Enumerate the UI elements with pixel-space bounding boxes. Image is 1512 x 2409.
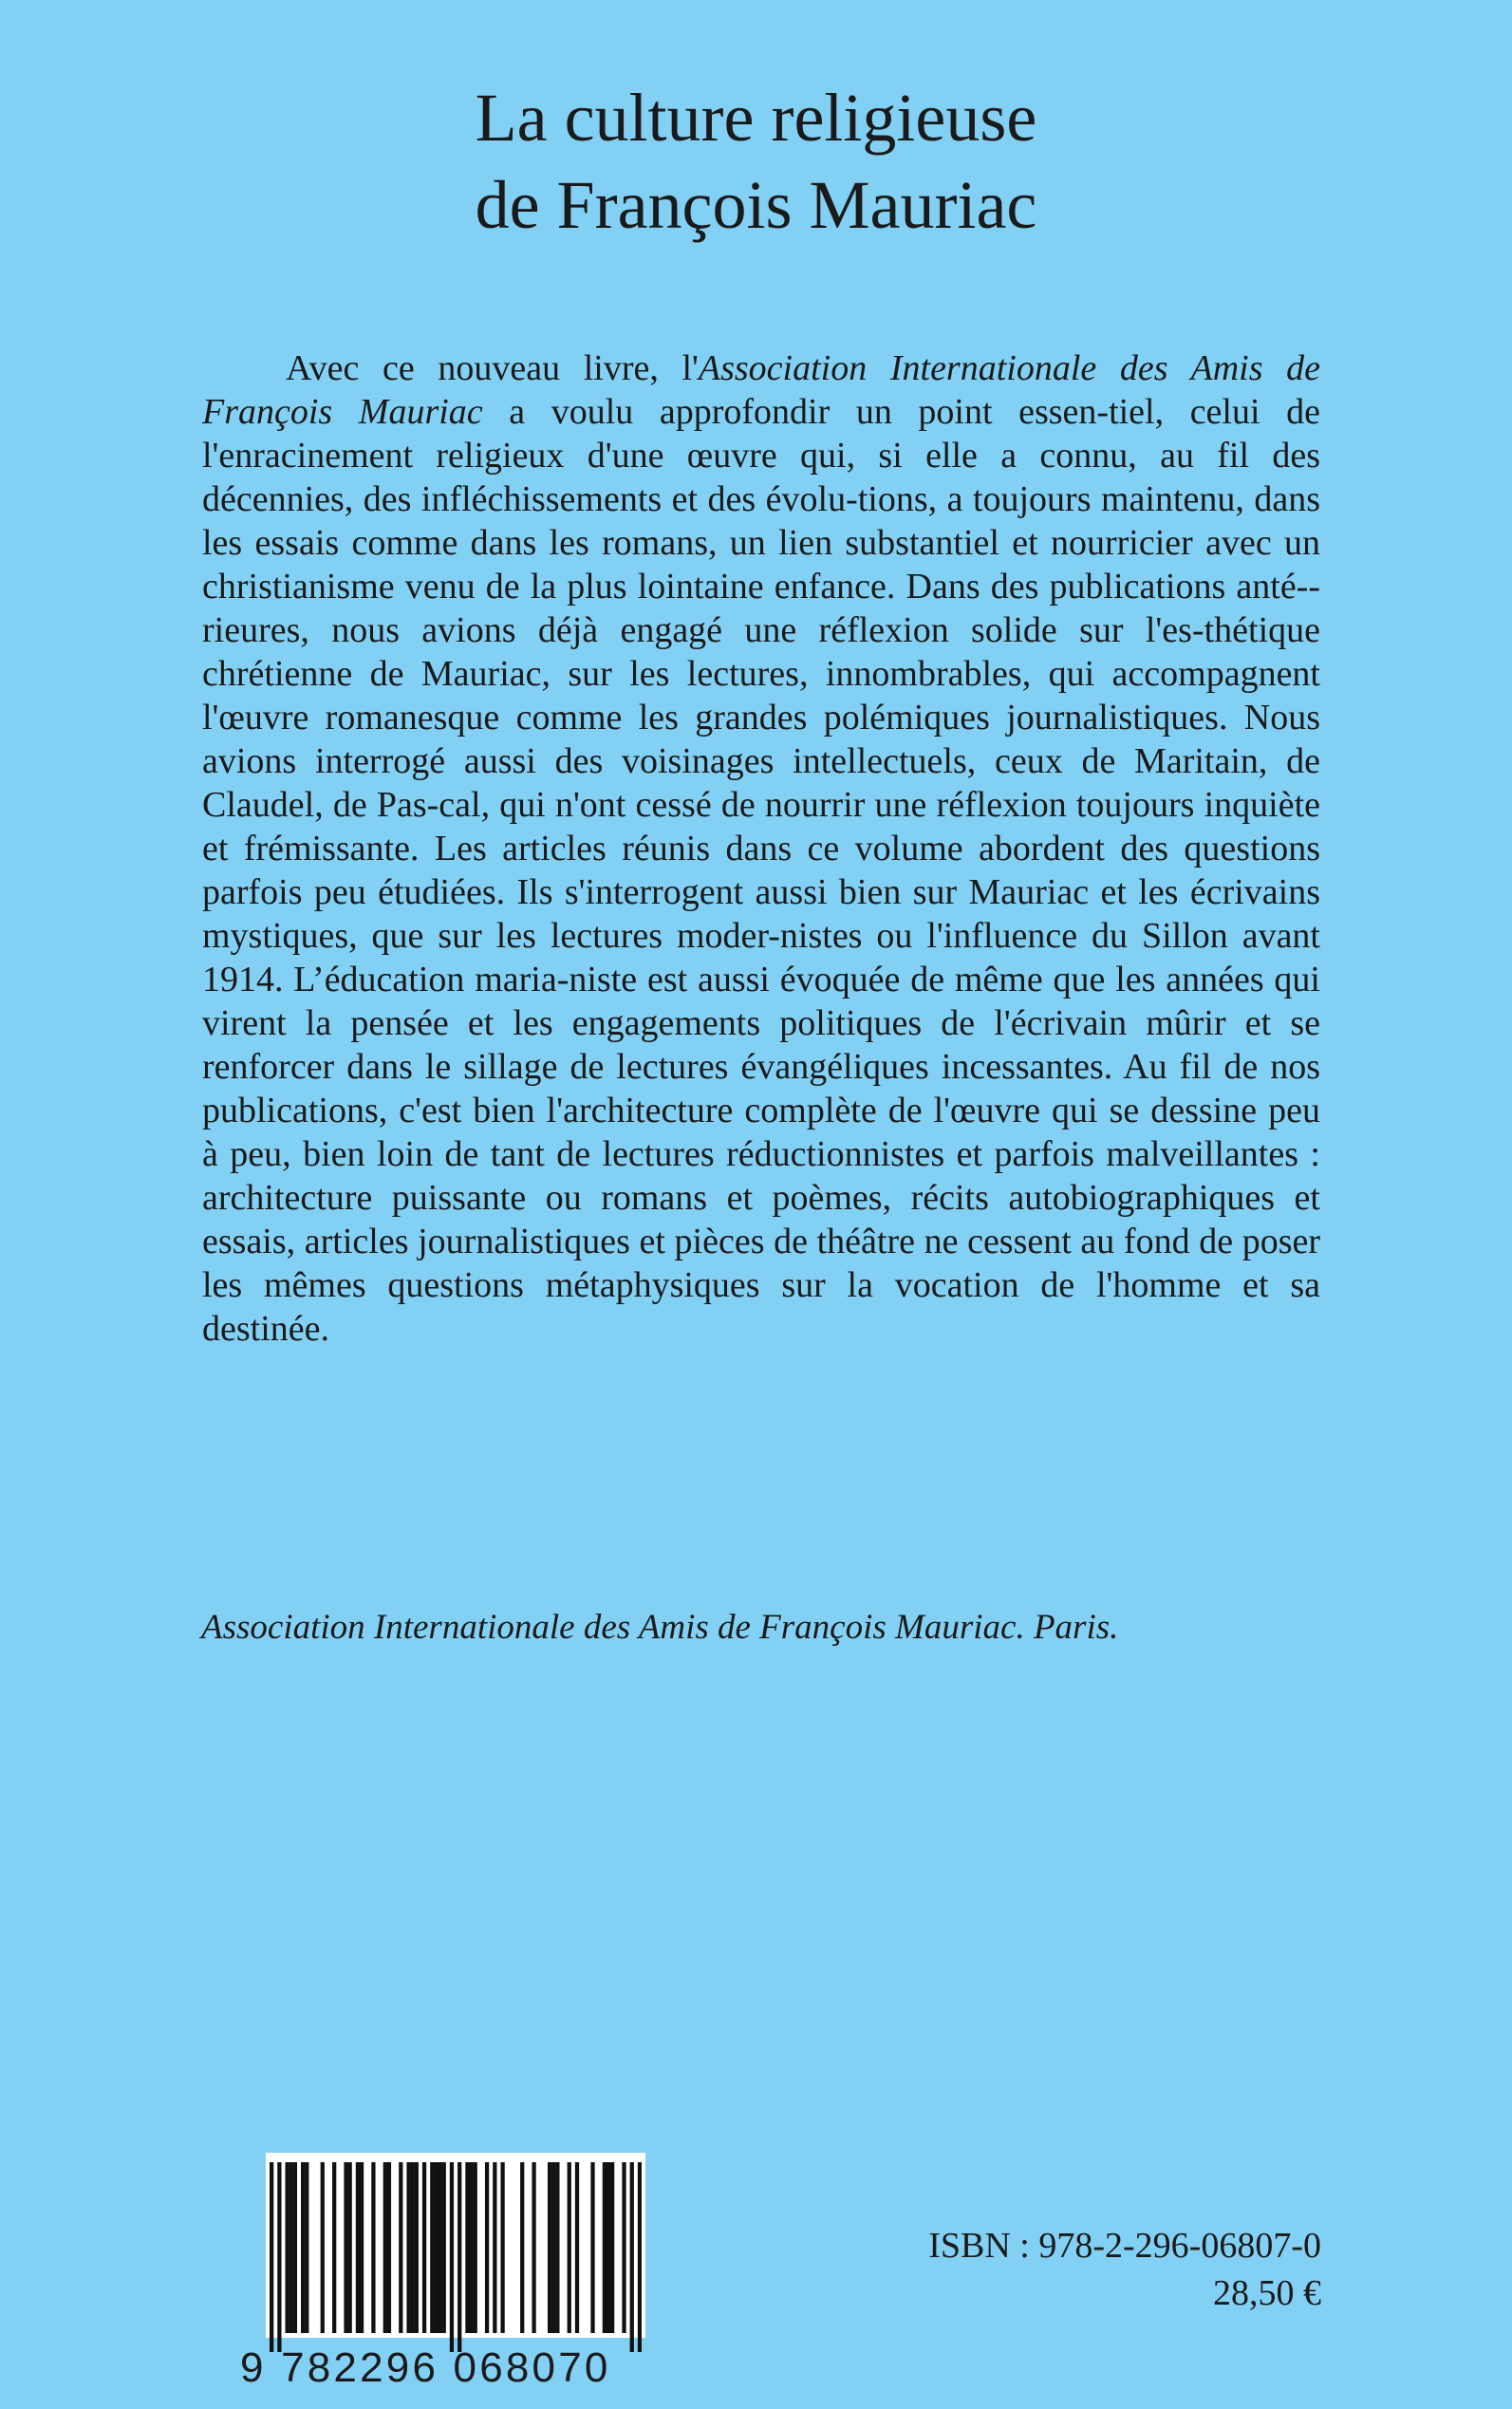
title-line-2: de François Mauriac xyxy=(475,167,1037,243)
barcode-bar xyxy=(270,2162,273,2352)
barcode-bar xyxy=(321,2162,325,2333)
barcode-bar xyxy=(520,2162,524,2333)
barcode-bar xyxy=(356,2162,360,2333)
barcode-bar xyxy=(332,2162,336,2333)
barcode-bar xyxy=(590,2162,594,2333)
isbn-number: ISBN : 978-2-296-06807-0 xyxy=(928,2226,1321,2266)
barcode-bar xyxy=(457,2162,461,2352)
barcode-bar xyxy=(387,2162,391,2333)
barcode-bar xyxy=(607,2162,610,2333)
barcode xyxy=(240,2153,645,2391)
barcode-bar xyxy=(555,2162,559,2333)
blurb-intro: Avec ce nouveau livre, l' xyxy=(286,348,699,388)
barcode-bar xyxy=(360,2162,364,2333)
barcode-bar xyxy=(493,2162,496,2333)
barcode-bar xyxy=(348,2162,352,2333)
publisher-line: Association Internationale des Amis de François Mauriac. Paris. xyxy=(201,1608,1119,1647)
barcode-bar xyxy=(532,2162,535,2333)
barcode-bar xyxy=(442,2162,446,2333)
blurb-text: a voulu approfondir un point essen-tiel, celui de l'enracinement religieux d'une œuvre qui, si elle a connu, au fil des décennies, des infléchissements et des évolu-tions, a toujours maintenu, dans les essais comme dans les romans, un lien substantiel et nourricier avec un christianisme venu de la plus lointaine enfance. Dans des publications anté-rieures, nous avions déjà engagé une réflexion solide sur l'es-thétique chrétienne de Mauriac, sur les lectures, innombrables, qui accompagnent l'œuvre romanesque comme les grandes polémiques journalistiques. Nous avions interrogé aussi des voisinages intellectuels, ceux de Maritain, de Claudel, de Pas-cal, qui n'ont cessé de nourrir une réflexion toujours inquiète et frémissante. Les articles réunis dans ce volume abordent des questions parfois peu étudiées. Ils s'interrogent aussi bien sur Mauriac et les écrivains mystiques, que sur les lectures moder-nistes ou l'influence du Sillon avant 1914. L’éducation maria-niste est aussi évoquée de même que les années qui virent la pensée et les engagements politiques de l'écrivain mûrir et se renforcer dans le sillage de lectures évangéliques incessantes. Au fil de nos publications, c'est bien l'architecture complète de l'œuvre qui se dessine peu à peu, bien loin de tant de lectures réductionnistes et parfois malveillantes : architecture puissante ou romans et poèmes, récits autobiographiques et essais, articles journalistiques et pièces de théâtre ne cessent au fond de poser les mêmes questions métaphysiques sur la vocation de l'homme et sa destinée. xyxy=(202,392,1320,1349)
barcode-bar xyxy=(469,2162,473,2333)
barcode-bar xyxy=(305,2162,308,2333)
barcode-bar xyxy=(630,2162,634,2352)
barcode-bar xyxy=(415,2162,419,2333)
barcode-icon xyxy=(270,2162,642,2352)
blurb-paragraph xyxy=(202,346,1320,1351)
title-line-1: La culture religieuse xyxy=(475,80,1037,156)
barcode-bar xyxy=(638,2162,642,2352)
barcode-bar xyxy=(465,2162,469,2333)
barcode-bar xyxy=(551,2162,555,2333)
barcode-bar xyxy=(406,2162,410,2333)
barcode-bar xyxy=(277,2162,281,2352)
barcode-bar xyxy=(622,2162,625,2333)
barcode-bar xyxy=(434,2162,438,2333)
barcode-bar xyxy=(430,2162,434,2333)
barcode-bar xyxy=(383,2162,387,2333)
barcode-bar xyxy=(438,2162,441,2333)
association-name: Association Internationale des Amis de François Mauriac xyxy=(202,348,1320,432)
barcode-bar xyxy=(548,2162,551,2333)
book-title xyxy=(0,74,1512,249)
barcode-bar xyxy=(289,2162,293,2333)
barcode-bar xyxy=(293,2162,297,2333)
barcode-bar xyxy=(286,2162,289,2333)
barcode-bar xyxy=(603,2162,607,2333)
barcode-bar xyxy=(301,2162,305,2333)
barcode-bar xyxy=(399,2162,402,2333)
barcode-bar xyxy=(344,2162,347,2333)
barcode-bar xyxy=(371,2162,375,2333)
barcode-bar xyxy=(422,2162,426,2333)
price: 28,50 € xyxy=(1213,2273,1321,2313)
barcode-bar xyxy=(500,2162,504,2333)
barcode-bar xyxy=(411,2162,415,2333)
barcode-bar xyxy=(450,2162,454,2352)
barcode-bar xyxy=(485,2162,489,2333)
barcode-bar xyxy=(610,2162,614,2333)
barcode-bar xyxy=(575,2162,579,2333)
barcode-bar xyxy=(568,2162,571,2333)
barcode-digits: 9 782296 068070 xyxy=(240,2344,611,2391)
barcode-bar xyxy=(474,2162,477,2333)
